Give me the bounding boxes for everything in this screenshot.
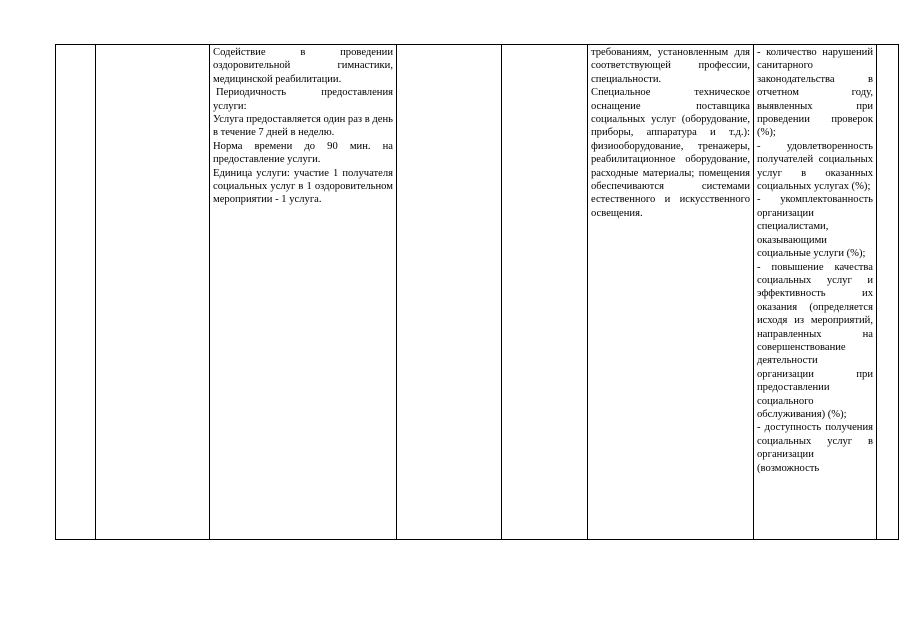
description-paragraph: Периодичность предоставления услуги: [213,87,393,112]
empty-cell [397,45,502,540]
services-table [55,44,899,540]
indicator-item: - количество нарушений санитарного законодательства в отчетном году, выявленных при проведении проверок (%); [757,47,873,139]
indicators-cell [754,45,877,540]
service-description-cell [210,45,397,540]
table-row [56,45,899,540]
conditions-cell [588,45,754,540]
description-paragraph: Содействие в проведении оздоровительной гимнастики, медицинской реабилитации. [213,47,393,85]
indicator-item: - доступность получения социальных услуг в организации (возможность [757,422,873,474]
description-paragraph: Услуга предоставляется один раз в день в течение 7 дней в неделю. [213,114,393,139]
indicator-item: - укомплектованность организации специалистами, оказывающими социальные услуги (%); [757,194,873,260]
conditions-paragraph: Специальное техническое оснащение поставщика социальных услуг (оборудование, приборы, аппаратура и т.д.): физиооборудование, тренажеры, реабилитационное оборудование, расходные материалы; помещения обеспечиваются системами естественного и искусственного освещения. [591,87,750,219]
description-paragraph: Единица услуги: участие 1 получателя социальных услуг в 1 оздоровительном мероприятии - 1 услуга. [213,167,393,206]
number-cell [56,45,96,540]
conditions-paragraph: требованиям, установленным для соответствующей профессии, специальности. [591,47,750,85]
indicator-item: - повышение качества социальных услуг и эффективность их оказания (определяется исходя из мероприятий, направленных на совершенствование деятельности организации при предоставлении социального обслуживания) (%); [757,261,873,420]
service-name-cell [96,45,210,540]
indicator-item: - удовлетворенность получателей социальных услуг в оказанных социальных услугах (%); [757,140,873,193]
description-paragraph: Норма времени до 90 мин. на предоставление услуги. [213,140,393,166]
empty-cell [877,45,899,540]
empty-cell [502,45,588,540]
